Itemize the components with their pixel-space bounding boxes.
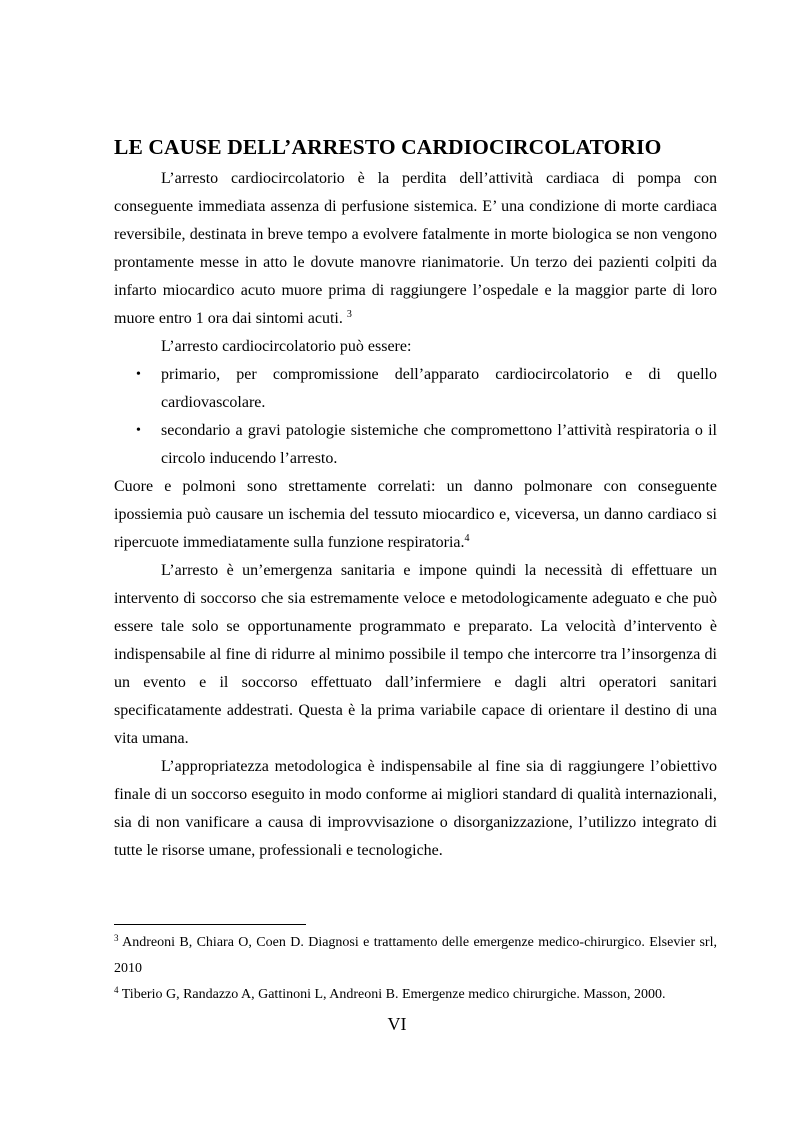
footnote-item bbox=[114, 930, 717, 982]
list-item bbox=[114, 361, 717, 417]
section-title: LE CAUSE DELL’ARRESTO CARDIOCIRCOLATORIO bbox=[114, 135, 662, 159]
footnote-number: 3 bbox=[114, 933, 119, 943]
paragraph-definition bbox=[114, 165, 717, 333]
paragraph-heart-lungs bbox=[114, 473, 717, 557]
footnote-text: Tiberio G, Randazzo A, Gattinoni L, Andreoni B. Emergenze medico chirurgiche. Masson, 2000. bbox=[121, 987, 666, 1002]
footnote-number: 4 bbox=[114, 985, 119, 995]
footnote-item bbox=[114, 982, 717, 1008]
bullet-icon: • bbox=[136, 367, 141, 382]
footnote-divider bbox=[114, 924, 306, 925]
footnotes bbox=[114, 930, 717, 1008]
paragraph-appropriateness: L’appropriatezza metodologica è indispensabile al fine sia di raggiungere l’obiettivo finale di un soccorso eseguito in modo conforme ai migliori standard di qualità internazionali, sia di non vanificare a causa di improvvisazione o disorganizzazione, l’utilizzo integrato di tutte le risorse umane, professionali e tecnologiche. bbox=[114, 758, 717, 859]
footnote-text: Andreoni B, Chiara O, Coen D. Diagnosi e trattamento delle emergenze medico-chirurgico. Elsevier srl, 2010 bbox=[114, 935, 717, 976]
list-item bbox=[114, 417, 717, 473]
paragraph-types-intro: L’arresto cardiocircolatorio può essere: bbox=[161, 338, 412, 355]
footnote-ref-3[interactable]: 3 bbox=[346, 309, 352, 320]
types-list bbox=[114, 361, 717, 473]
paragraph-text: L’arresto cardiocircolatorio è la perdita dell’attività cardiaca di pompa con conseguente immediata assenza di perfusione sistemica. E’ una condizione di morte cardiaca reversibile, destinata in breve tempo a evolvere fatalmente in morte biologica se non vengono prontamente messe in atto le dovute manovre rianimatorie. Un terzo dei pazienti colpiti da infarto miocardico acuto muore prima di raggiungere l’ospedale e la maggior parte di loro muore entro 1 ora dai sintomi acuti. bbox=[114, 170, 717, 327]
list-item-text: secondario a gravi patologie sistemiche che compromettono l’attività respiratoria o il circolo inducendo l’arresto. bbox=[161, 422, 717, 467]
page-number: VI bbox=[387, 1014, 407, 1034]
footnote-ref-4[interactable]: 4 bbox=[464, 533, 470, 544]
bullet-icon: • bbox=[136, 423, 141, 438]
paragraph-emergency: L’arresto è un’emergenza sanitaria e impone quindi la necessità di effettuare un intervento di soccorso che sia estremamente veloce e metodologicamente adeguato e che può essere tale solo se opportunamente programmato e preparato. La velocità d’intervento è indispensabile al fine di ridurre al minimo possibile il tempo che intercorre tra l’insorgenza di un evento e il soccorso effettuato dall’infermiere e dagli altri operatori sanitari specificatamente addestrati. Questa è la prima variabile capace di orientare il destino di una vita umana. bbox=[114, 562, 717, 747]
main-content bbox=[114, 133, 717, 865]
list-item-text: primario, per compromissione dell’apparato cardiocircolatorio e di quello cardiovascolare. bbox=[161, 366, 717, 411]
paragraph-text: Cuore e polmoni sono strettamente correlati: un danno polmonare con conseguente ipossiemia può causare un ischemia del tessuto miocardico e, viceversa, un danno cardiaco si ripercuote immediatamente sulla funzione respiratoria. bbox=[114, 478, 717, 551]
